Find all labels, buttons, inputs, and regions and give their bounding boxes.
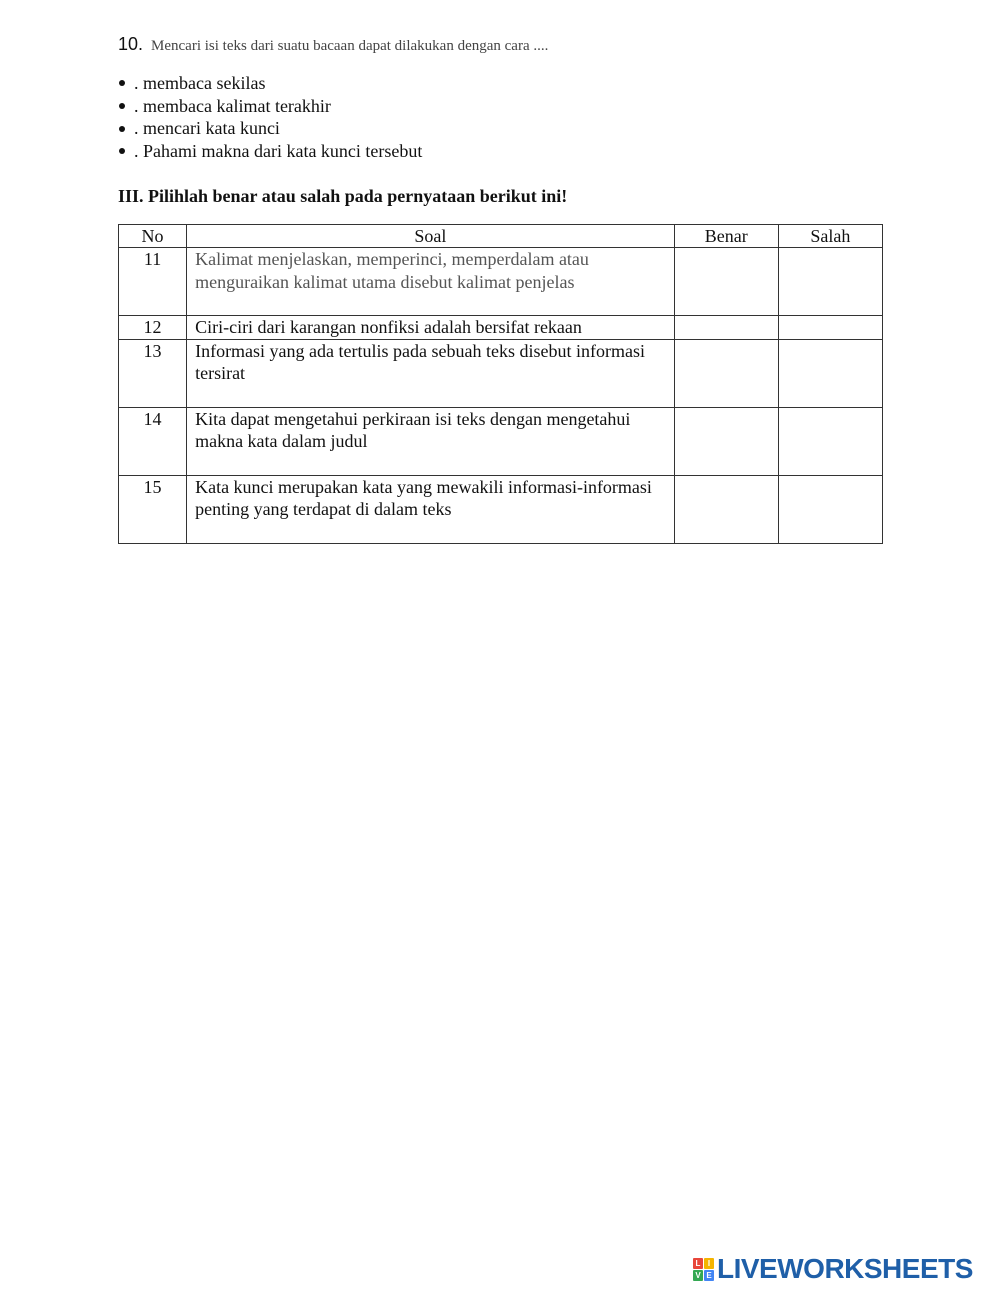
option-item[interactable] bbox=[118, 140, 422, 163]
option-label: . mencari kata kunci bbox=[134, 118, 280, 139]
section-title: III. Pilihlah benar atau salah pada pernyataan berikut ini! bbox=[118, 186, 568, 206]
liveworksheets-logo bbox=[693, 1254, 973, 1284]
question-number: 10. bbox=[118, 34, 144, 54]
header-soal: Soal bbox=[187, 225, 675, 248]
table-row bbox=[119, 407, 883, 475]
question-10 bbox=[118, 34, 548, 58]
option-label: . membaca kalimat terakhir bbox=[134, 95, 331, 116]
table-header-row bbox=[119, 225, 883, 248]
logo-mark-v: V bbox=[693, 1270, 703, 1281]
bullet-icon bbox=[119, 80, 125, 86]
table-row bbox=[119, 475, 883, 543]
option-label: . membaca sekilas bbox=[134, 73, 266, 93]
row-statement: Informasi yang ada tertulis pada sebuah teks disebut informasi tersirat bbox=[187, 339, 675, 407]
row-number: 13 bbox=[119, 339, 187, 407]
option-item[interactable] bbox=[118, 95, 422, 118]
option-label: . Pahami makna dari kata kunci tersebut bbox=[134, 141, 423, 162]
bullet-icon bbox=[119, 126, 125, 132]
logo-mark-l: L bbox=[693, 1258, 703, 1269]
benar-cell[interactable] bbox=[674, 475, 778, 543]
salah-cell[interactable] bbox=[778, 248, 882, 316]
row-number: 11 bbox=[119, 248, 187, 316]
bullet-icon bbox=[119, 103, 125, 109]
row-number: 15 bbox=[119, 475, 187, 543]
benar-cell[interactable] bbox=[674, 407, 778, 475]
row-number: 12 bbox=[119, 316, 187, 340]
option-item[interactable] bbox=[118, 117, 422, 140]
benar-cell[interactable] bbox=[674, 316, 778, 340]
header-benar: Benar bbox=[674, 225, 778, 248]
row-statement: Kata kunci merupakan kata yang mewakili informasi-informasi penting yang terdapat di dalam teks bbox=[187, 475, 675, 543]
table-row bbox=[119, 248, 883, 316]
logo-mark-i: I bbox=[704, 1258, 714, 1269]
logo-mark-icon bbox=[693, 1258, 714, 1281]
true-false-table bbox=[118, 224, 883, 544]
salah-cell[interactable] bbox=[778, 339, 882, 407]
table-row bbox=[119, 339, 883, 407]
row-statement: Ciri-ciri dari karangan nonfiksi adalah bersifat rekaan bbox=[187, 316, 675, 340]
option-item[interactable] bbox=[118, 72, 422, 95]
benar-cell[interactable] bbox=[674, 339, 778, 407]
bullet-icon bbox=[119, 148, 125, 154]
row-statement: Kalimat menjelaskan, memperinci, memperdalam atau menguraikan kalimat utama disebut kalimat penjelas bbox=[187, 248, 675, 316]
logo-text: LIVEWORKSHEETS bbox=[717, 1253, 973, 1284]
benar-cell[interactable] bbox=[674, 248, 778, 316]
row-number: 14 bbox=[119, 407, 187, 475]
table-row bbox=[119, 316, 883, 340]
header-no: No bbox=[119, 225, 187, 248]
answer-options bbox=[118, 72, 422, 163]
row-statement: Kita dapat mengetahui perkiraan isi teks dengan mengetahui makna kata dalam judul bbox=[187, 407, 675, 475]
salah-cell[interactable] bbox=[778, 407, 882, 475]
question-text: Mencari isi teks dari suatu bacaan dapat dilakukan dengan cara .... bbox=[151, 38, 549, 54]
salah-cell[interactable] bbox=[778, 475, 882, 543]
header-salah: Salah bbox=[778, 225, 882, 248]
salah-cell[interactable] bbox=[778, 316, 882, 340]
logo-mark-e: E bbox=[704, 1270, 714, 1281]
